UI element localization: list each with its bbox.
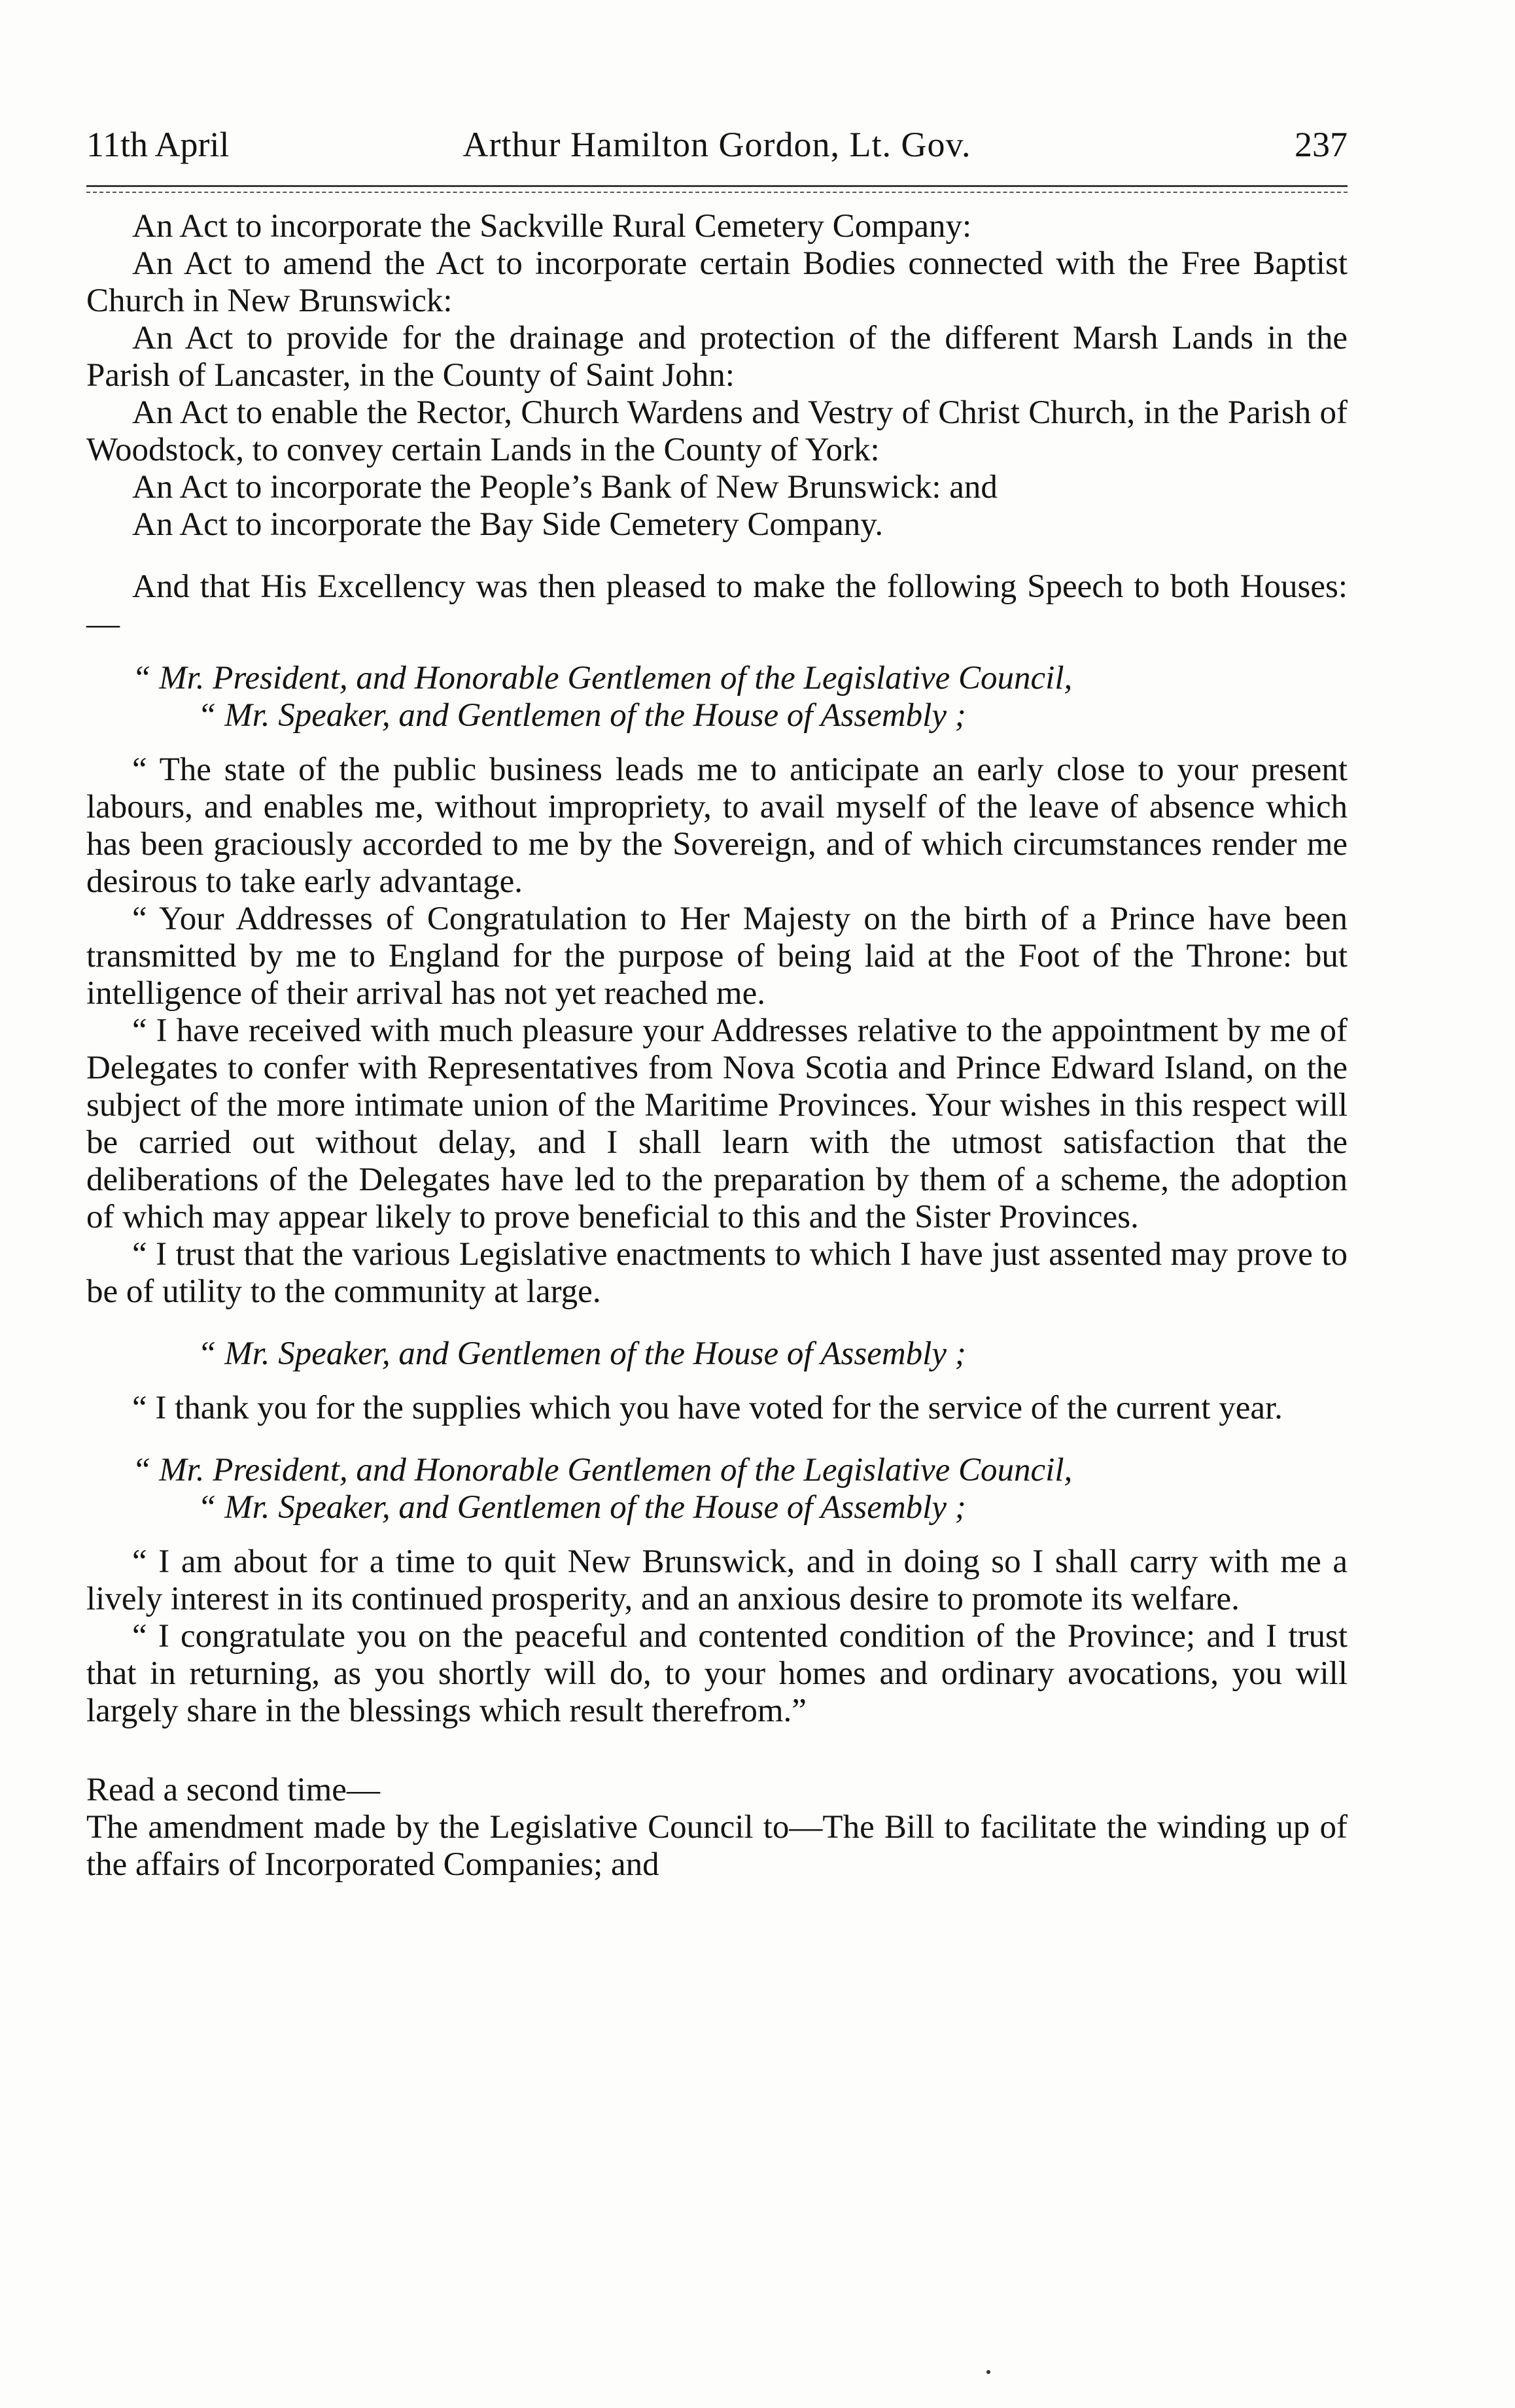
header-rule <box>86 185 1348 187</box>
header-title: Arthur Hamilton Gordon, Lt. Gov. <box>462 125 971 164</box>
speech-paragraph: “ I congratulate you on the peaceful and contented condition of the Province; and I trust that in returning, as you shortly will do, to your homes and ordinary avocations, you will largely share in the blessings which result therefrom.” <box>86 1618 1348 1729</box>
speech-paragraph: “ The state of the public business leads me to anticipate an early close to your present labours, and enables me, without impropriety, to avail myself of the leave of absence which has been graciously accorded to me by the Sovereign, and of which circumstances render me desirous to take early advantage. <box>86 751 1348 900</box>
address-line: “ Mr. President, and Honorable Gentlemen of the Legislative Council, <box>132 1452 1073 1488</box>
speech-paragraph: “ I have received with much pleasure your Addresses relative to the appointment by me of Delegates to confer with Representatives from Nova Scotia and Prince Edward Island, on the subject of the more intimate union of the Maritime Provinces. Your wishes in this respect will be carried out without delay, and I shall learn with the utmost satisfaction that the deliberations of the Delegates have led to the preparation by them of a scheme, the adoption of which may appear likely to prove beneficial to this and the Sister Provinces. <box>86 1012 1348 1235</box>
act-line: An Act to provide for the drainage and protection of the different Marsh Lands in the Parish of Lancaster, in the County of Saint John: <box>86 320 1348 394</box>
act-line: An Act to incorporate the Bay Side Cemetery Company. <box>132 506 884 543</box>
speech-address <box>86 660 1348 734</box>
address-line: “ Mr. Speaker, and Gentlemen of the House of Assembly ; <box>198 1489 966 1526</box>
speech-paragraph: “ I am about for a time to quit New Brunswick, and in doing so I shall carry with me a lively interest in its continued prosperity, and an anxious desire to promote its welfare. <box>86 1543 1348 1617</box>
speech-address: “ Mr. Speaker, and Gentlemen of the House of Assembly ; <box>198 1335 966 1372</box>
header-date: 11th April <box>86 125 230 164</box>
speech-paragraph: “ Your Addresses of Congratulation to Her Majesty on the birth of a Prince have been transmitted by me to England for the purpose of being laid at the Foot of the Throne: but intelligence of their arrival has not yet reached me. <box>86 901 1348 1012</box>
speech-paragraph: “ I trust that the various Legislative enactments to which I have just assented may prove to be of utility to the community at large. <box>86 1236 1348 1310</box>
act-line: An Act to incorporate the Sackville Rural Cemetery Company: <box>132 208 972 245</box>
speech-paragraph: “ I thank you for the supplies which you have voted for the service of the current year. <box>132 1390 1283 1426</box>
act-line: An Act to incorporate the People’s Bank of New Brunswick: and <box>132 469 998 506</box>
address-line: “ Mr. Speaker, and Gentlemen of the House of Assembly ; <box>198 697 966 734</box>
header-rule-secondary <box>86 192 1348 193</box>
address-line: “ Mr. President, and Honorable Gentlemen of the Legislative Council, <box>132 660 1073 697</box>
act-line: An Act to amend the Act to incorporate certain Bodies connected with the Free Baptist Church in New Brunswick: <box>86 245 1348 319</box>
running-header <box>86 124 1348 177</box>
page-number: 237 <box>1295 125 1348 164</box>
speech-address <box>86 1452 1348 1526</box>
closing-line: Read a second time— <box>86 1772 380 1808</box>
closing-line: The amendment made by the Legislative Council to—The Bill to facilitate the winding up of the affairs of Incorporated Companies; and <box>86 1809 1348 1883</box>
page-body <box>86 208 1348 1883</box>
act-line: An Act to enable the Rector, Church Wardens and Vestry of Christ Church, in the Parish of Woodstock, to convey certain Lands in the County of York: <box>86 394 1348 468</box>
print-mark <box>986 2370 990 2374</box>
speech-intro: And that His Excellency was then pleased to make the following Speech to both Houses:— <box>86 568 1348 642</box>
